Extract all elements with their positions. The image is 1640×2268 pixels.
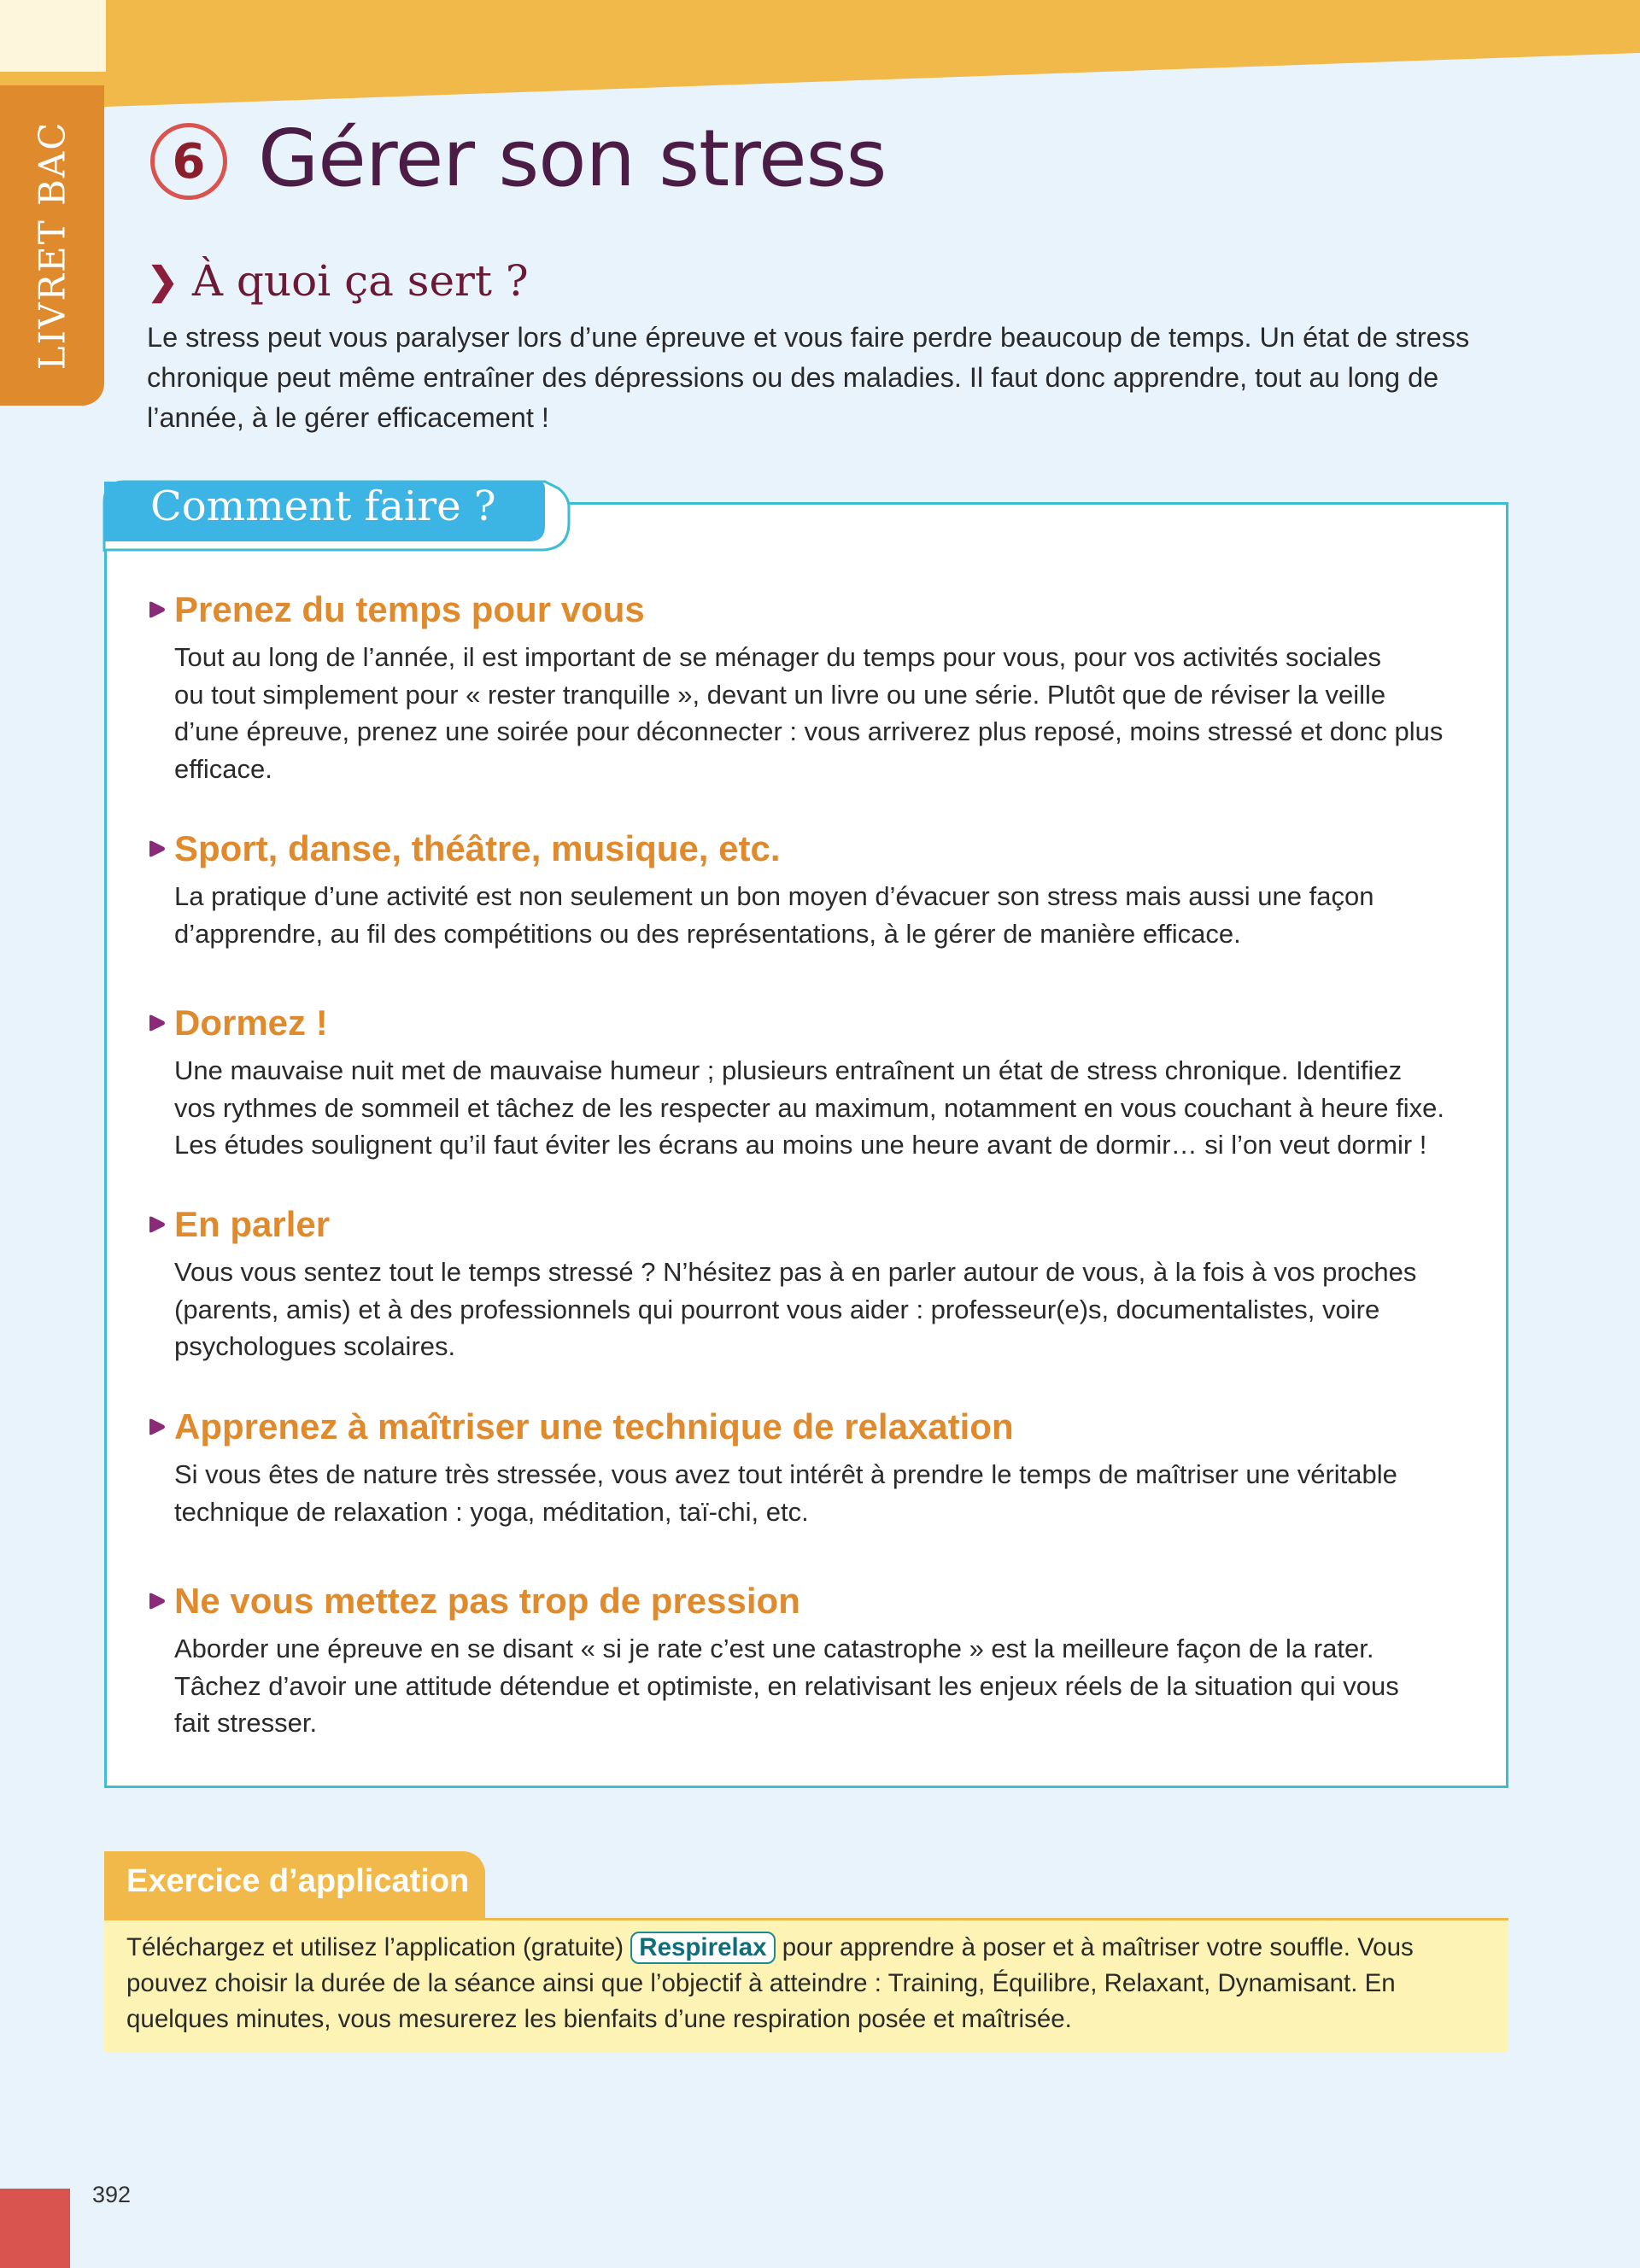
how-to-tab-label: Comment faire ? [150,482,496,530]
tip-heading [147,1406,1479,1447]
tip-title: Apprenez à maîtriser une technique de relaxation [174,1406,1014,1447]
tip-item [147,1406,1479,1530]
bullet-arrow-icon [147,599,167,620]
tip-title: Sport, danse, théâtre, musique, etc. [174,828,781,868]
tip-heading [147,1581,1479,1622]
bullet-arrow-icon [147,1214,167,1235]
intro-paragraph [147,318,1479,438]
tip-body [174,1254,1473,1365]
tip-line: Les études soulignent qu’il faut éviter les écrans au moins une heure avant de dormir… si l’on veut dormir ! [174,1130,1427,1160]
tip-line: efficace. [174,753,272,784]
exercise-text [126,1930,1485,2037]
tip-item [147,828,1479,952]
tip-line: Tout au long de l’année, il est important de se ménager du temps pour vous, pour vos activités sociales [174,642,1382,672]
tip-body [174,1052,1473,1164]
exercise-line: Téléchargez et utilisez l’application (gratuite) [126,1933,631,1961]
tip-line: vos rythmes de sommeil et tâchez de les respecter au maximum, notamment en vous couchant à heure fixe. [174,1092,1444,1123]
tip-body [174,1630,1473,1742]
tip-item [147,1002,1479,1164]
side-tab-label-wrap [0,85,104,406]
bullet-arrow-icon [147,1013,167,1033]
tip-item [147,589,1479,787]
tip-line: psychologues scolaires. [174,1331,456,1361]
page-corner-marker [0,2189,70,2268]
tip-heading [147,828,1479,869]
intro-heading [147,256,529,306]
tip-line: (parents, amis) et à des professionnels qui pourront vous aider : professeur(e)s, documentalistes, voire [174,1294,1380,1324]
page-number: 392 [92,2182,132,2207]
intro-heading-text: À quoi ça sert ? [191,256,529,306]
tip-item [147,1204,1479,1365]
tip-line: Si vous êtes de nature très stressée, vous avez tout intérêt à prendre le temps de maîtriser une véritable [174,1459,1397,1489]
tip-line: Vous vous sentez tout le temps stressé ? N’hésitez pas à en parler autour de vous, à la fois à vos proches [174,1257,1417,1287]
tip-title: Dormez ! [174,1002,328,1043]
top-banner [0,0,1640,107]
intro-line: chronique peut même entraîner des dépressions ou des maladies. Il faut donc apprendre, tout au long de [147,362,1439,393]
exercise-line: pouvez choisir la durée de la séance ainsi que l’objectif à atteindre : Training, Équilibre, Relaxant, Dynamisant. En [126,1969,1396,1997]
top-corner-accent [0,0,106,72]
tip-line: d’une épreuve, prenez une soirée pour déconnecter : vous arriverez plus reposé, moins stressé et donc plus [174,716,1444,746]
exercise-tab-label: Exercice d’application [126,1863,470,1899]
tip-line: La pratique d’une activité est non seulement un bon moyen d’évacuer son stress mais aussi une façon [174,881,1374,911]
tip-title: Ne vous mettez pas trop de pression [174,1581,800,1621]
page-title: Gérer son stress [258,113,887,204]
tip-heading [147,1002,1479,1043]
bullet-arrow-icon [147,1417,167,1437]
tip-title: Prenez du temps pour vous [174,589,645,629]
exercise-line: quelques minutes, vous mesurerez les bienfaits d’une respiration posée et maîtrisée. [126,2005,1072,2033]
exercise-line: pour apprendre à poser et à maîtriser votre souffle. Vous [775,1933,1414,1961]
intro-line: l’année, à le gérer efficacement ! [147,402,549,433]
tip-line: ou tout simplement pour « rester tranquille », devant un livre ou une série. Plutôt que de réviser la veille [174,679,1386,710]
tip-body [174,639,1473,787]
chevron-right-icon: ❯ [147,259,179,303]
app-name-badge: Respirelax [630,1932,775,1964]
tip-item [147,1581,1479,1742]
tip-line: fait stresser. [174,1708,318,1738]
tip-heading [147,589,1479,630]
tip-heading [147,1204,1479,1245]
tip-line: Tâchez d’avoir une attitude détendue et optimiste, en relativisant les enjeux réels de la situation qui vous [174,1670,1399,1701]
tip-line: d’apprendre, au fil des compétitions ou des représentations, à le gérer de manière efficace. [174,918,1241,949]
intro-line: Le stress peut vous paralyser lors d’une épreuve et vous faire perdre beaucoup de temps. Un état de stress [147,322,1470,353]
tip-line: Aborder une épreuve en se disant « si je rate c’est une catastrophe » est la meilleure façon de la rater. [174,1634,1374,1663]
bullet-arrow-icon [147,1591,167,1611]
tip-body [174,1456,1473,1530]
side-tab-label: LIVRET BAC [31,120,73,371]
bullet-arrow-icon [147,839,167,859]
chapter-number-badge: 6 [150,123,227,200]
tip-body [174,878,1473,952]
tip-title: En parler [174,1204,331,1244]
tip-line: technique de relaxation : yoga, méditation, taï-chi, etc. [174,1496,809,1527]
tip-line: Une mauvaise nuit met de mauvaise humeur ; plusieurs entraînent un état de stress chronique. Identifiez [174,1055,1403,1085]
